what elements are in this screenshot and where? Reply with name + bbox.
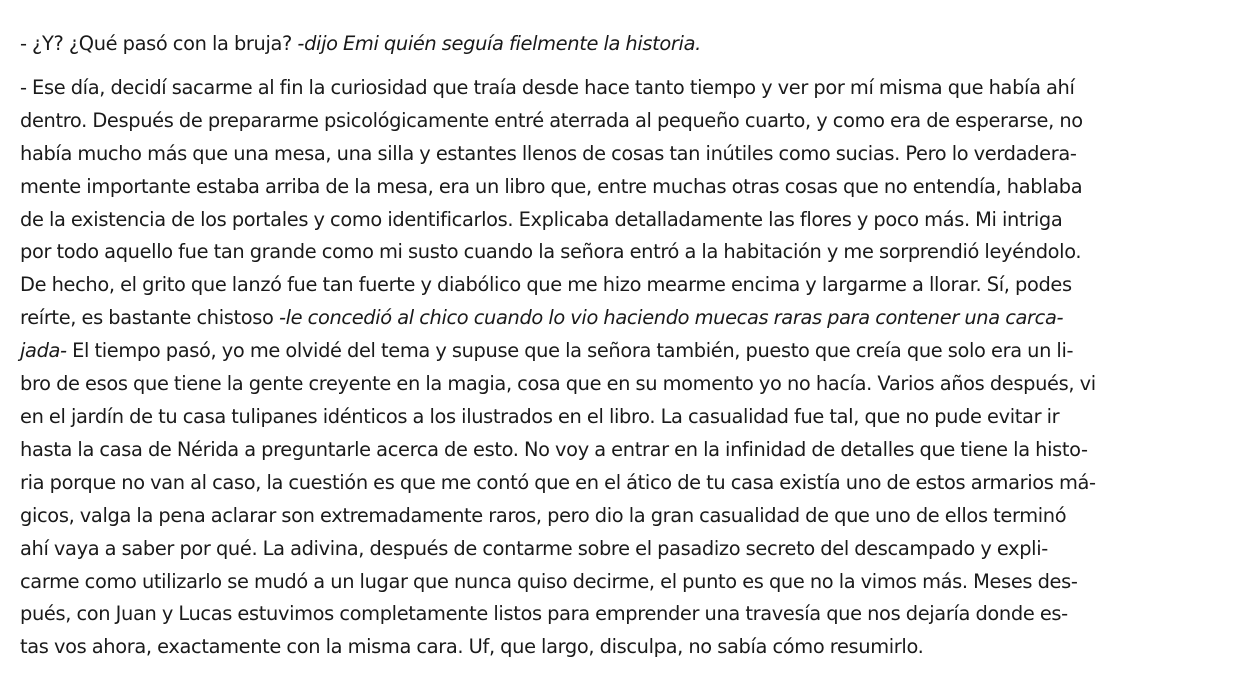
dialogue-text: tas vos ahora, exactamente con la misma cara. Uf, que largo, disculpa, no sabía cómo resumirlo.: [20, 635, 924, 659]
text-line: [20, 500, 1230, 533]
text-line: [20, 631, 1230, 664]
text-line: [20, 28, 1230, 61]
text-line: [20, 368, 1230, 401]
text-line: [20, 533, 1230, 566]
dialogue-text: en el jardín de tu casa tulipanes idénticos a los ilustrados en el libro. La casualidad fue tal, que no pude evitar ir: [20, 404, 1060, 428]
dialogue-text: gicos, valga la pena aclarar son extremadamente raros, pero dio la gran casualidad de que uno de ellos terminó: [20, 503, 1067, 527]
dialogue-text: - ¿Y? ¿Qué pasó con la bruja?: [20, 32, 298, 55]
text-line: [20, 138, 1230, 171]
text-line: [20, 335, 1230, 368]
dialogue-text: pués, con Juan y Lucas estuvimos completamente listos para emprender una travesía que nos dejaría donde es-: [20, 602, 1068, 626]
dialogue-text: de la existencia de los portales y como identificarlos. Explicaba detalladamente las flores y poco más. Mi intriga: [20, 207, 1063, 231]
document-page: [20, 28, 1230, 664]
dialogue-text: ahí vaya a saber por qué. La adivina, después de contarme sobre el pasadizo secreto del descampado y expli-: [20, 536, 1048, 560]
dialogue-text: De hecho, el grito que lanzó fue tan fuerte y diabólico que me hizo mearme encima y largarme a llorar. Sí, podes: [20, 273, 1072, 297]
dialogue-text: por todo aquello fue tan grande como mi susto cuando la señora entró a la habitación y me sorprendió leyéndolo.: [20, 240, 1082, 264]
dialogue-text: reírte, es bastante chistoso: [20, 306, 279, 330]
text-line: [20, 467, 1230, 500]
text-line: [20, 598, 1230, 631]
dialogue-text: había mucho más que una mesa, una silla y estantes llenos de cosas tan inútiles como sucias. Pero lo verdadera-: [20, 141, 1077, 165]
dialogue-text: dentro. Después de prepararme psicológicamente entré aterrada al pequeño cuarto, y como era de esperarse, no: [20, 108, 1083, 132]
dialogue-paragraph-2: [20, 72, 1230, 664]
text-line: [20, 269, 1230, 302]
text-line: [20, 105, 1230, 138]
dialogue-paragraph-1: [20, 28, 1230, 61]
text-line: [20, 204, 1230, 237]
dialogue-text: hasta la casa de Nérida a preguntarle acerca de esto. No voy a entrar en la infinidad de detalles que tiene la histo-: [20, 437, 1088, 461]
text-line: [20, 302, 1230, 335]
text-line: [20, 434, 1230, 467]
dialogue-text: carme como utilizarlo se mudó a un lugar que nunca quiso decirme, el punto es que no la vimos más. Meses des-: [20, 569, 1078, 593]
dialogue-text: - Ese día, decidí sacarme al fin la curiosidad que traía desde hace tanto tiempo y ver por mí misma que había ahí: [20, 75, 1075, 99]
text-line: [20, 72, 1230, 105]
dialogue-text: mente importante estaba arriba de la mesa, era un libro que, entre muchas otras cosas que no entendía, hablaba: [20, 174, 1083, 198]
narration-italic: jada-: [20, 339, 67, 363]
narration-italic: -dijo Emi quién seguía fielmente la historia.: [297, 32, 701, 55]
dialogue-text: bro de esos que tiene la gente creyente en la magia, cosa que en su momento yo no hacía. Varios años después, vi: [20, 372, 1096, 396]
text-line: [20, 236, 1230, 269]
dialogue-text: El tiempo pasó, yo me olvidé del tema y supuse que la señora también, puesto que creía que solo era un li-: [66, 339, 1074, 363]
narration-italic: -le concedió al chico cuando lo vio haciendo muecas raras para contener una carca-: [278, 306, 1064, 330]
text-line: [20, 171, 1230, 204]
dialogue-text: ria porque no van al caso, la cuestión es que me contó que en el ático de tu casa existía uno de estos armarios má-: [20, 470, 1096, 494]
text-line: [20, 566, 1230, 599]
text-line: [20, 401, 1230, 434]
